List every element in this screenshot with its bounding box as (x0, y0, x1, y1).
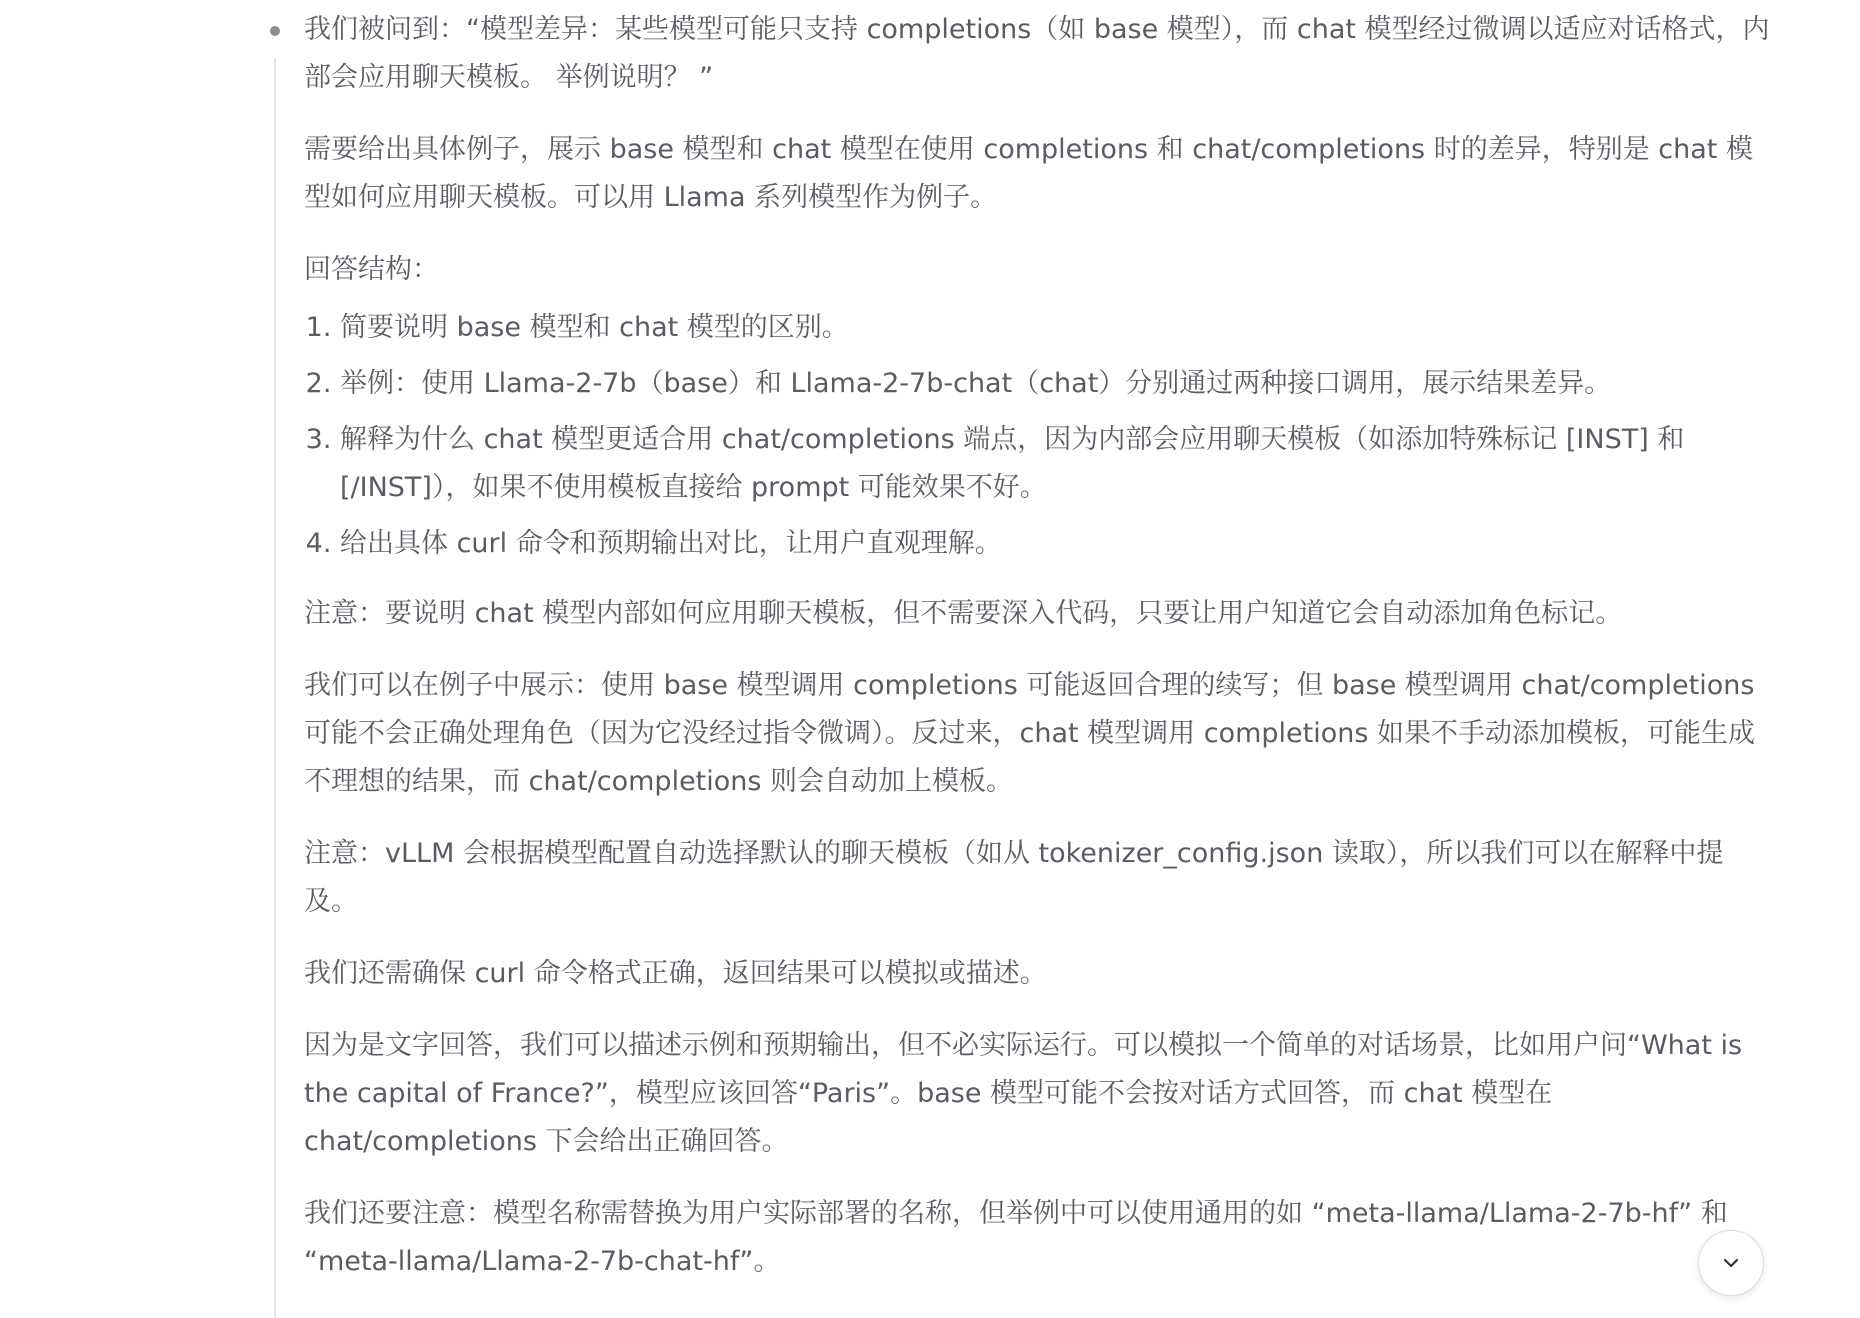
thinking-paragraph: 注意：要说明 chat 模型内部如何应用聊天模板，但不需要深入代码，只要让用户知道它会自动添加角色标记。 (304, 598, 1623, 629)
thinking-intro: 我们被问到：“模型差异：某些模型可能只支持 completions（如 base 模型），而 chat 模型经过微调以适应对话格式，内部会应用聊天模板。 举例说明？ ” (304, 14, 1770, 93)
thinking-paragraph: 需要给出具体例子，展示 base 模型和 chat 模型在使用 completions 和 chat/completions 时的差异，特别是 chat 模型如何应用聊天模板。可以用 Llama 系列模型作为例子。 (304, 134, 1753, 213)
list-item: 2. 举例：使用 Llama-2-7b（base）和 Llama-2-7b-chat（chat）分别通过两种接口调用，展示结果差异。 (340, 360, 1774, 408)
thinking-paragraph: 我们还需确保 curl 命令格式正确，返回结果可以模拟或描述。 (304, 958, 1047, 989)
scroll-to-bottom-button[interactable] (1698, 1230, 1764, 1296)
thinking-divider-line (274, 58, 276, 1318)
chevron-down-icon (1719, 1251, 1743, 1275)
thinking-paragraph: 注意：vLLM 会根据模型配置自动选择默认的聊天模板（如从 tokenizer_config.json 读取），所以我们可以在解释中提及。 (304, 838, 1724, 917)
thinking-paragraph: 我们可以在例子中展示：使用 base 模型调用 completions 可能返回合理的续写；但 base 模型调用 chat/completions 可能不会正确处理角色（因为它没经过指令微调）。反过来，chat 模型调用 completions 如果不手动添加模板，可能生成不理想的结果，而 chat/completions 则会自动加上模板。 (304, 670, 1756, 797)
answer-structure-list (304, 304, 1774, 568)
bullet-dot (270, 26, 280, 36)
thinking-content (304, 6, 1774, 1310)
list-item: 1. 简要说明 base 模型和 chat 模型的区别。 (340, 304, 1774, 352)
thinking-paragraph: 因为是文字回答，我们可以描述示例和预期输出，但不必实际运行。可以模拟一个简单的对话场景，比如用户问“What is the capital of France?”，模型应该回答“Paris”。base 模型可能不会按对话方式回答，而 chat 模型在 chat/completions 下会给出正确回答。 (304, 1030, 1743, 1157)
list-item: 4. 给出具体 curl 命令和预期输出对比，让用户直观理解。 (340, 520, 1774, 568)
answer-structure-heading: 回答结构： (304, 254, 439, 285)
thinking-paragraph: 我们还要注意：模型名称需替换为用户实际部署的名称，但举例中可以使用通用的如 “meta-llama/Llama-2-7b-hf” 和 “meta-llama/Llama-2-7b-chat-hf”。 (304, 1198, 1728, 1277)
list-item: 3. 解释为什么 chat 模型更适合用 chat/completions 端点，因为内部会应用聊天模板（如添加特殊标记 [INST] 和 [/INST]），如果不使用模板直接给 prompt 可能效果不好。 (340, 416, 1774, 512)
